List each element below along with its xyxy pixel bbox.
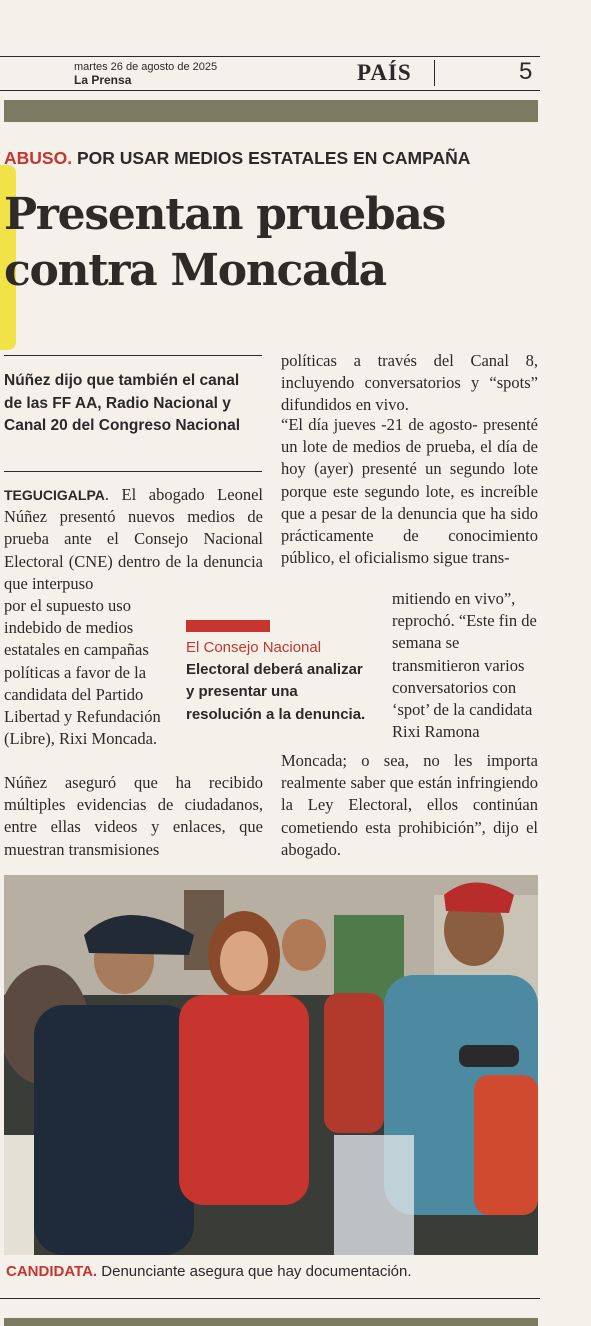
header-rule — [0, 90, 540, 91]
masthead-divider — [434, 60, 435, 86]
body-col1-para1-text: . El abogado Leonel Núñez presentó nuevos medios de prueba ante el Consejo Nacional Electoral (CNE) dentro de la denuncia que interpuso — [4, 485, 263, 593]
page-number: 5 — [519, 58, 533, 85]
body-col2-para2-cont: mitiendo en vivo”, reprochó. “Este fin de semana se transmitieron varios conversatorios con ‘spot’ de la candidata Rixi Ramona — [392, 589, 537, 742]
section-name: PAÍS — [357, 60, 412, 85]
pullquote-bar — [186, 620, 270, 632]
section-band — [4, 100, 538, 122]
headline-line-1: Presentan pruebas — [4, 189, 446, 240]
dateline: TEGUCIGALPA — [4, 487, 105, 503]
headline — [4, 187, 539, 299]
body-col2-para2-end: Moncada; o sea, no les importa realmente saber que están infringiendo la Ley Electoral, ellos continúan cometiendo esta prohibición”, dijo el abogado. — [281, 751, 538, 859]
body-col1-para1-cont: por el supuesto uso indebido de medios estatales en campañas políticas a favor de la candidata del Partido Libertad y Refundación (Libre), Rixi Moncada. — [4, 596, 161, 749]
headline-line-2: contra Moncada — [4, 245, 386, 296]
body-col2-para1: políticas a través del Canal 8, incluyendo conversatorios y “spots” difundidos en vivo. — [281, 351, 538, 415]
pullquote-text: Electoral deberá analizar y presentar una resolución a la denuncia. — [186, 661, 366, 723]
masthead-date: martes 26 de agosto de 2025 — [74, 61, 218, 73]
caption-label: CANDIDATA. — [6, 1263, 98, 1280]
pullquote-red: El Consejo Nacional — [186, 639, 322, 656]
kicker-text: POR USAR MEDIOS ESTATALES EN CAMPAÑA — [76, 148, 471, 168]
summary-deck: Núñez dijo que también el canal de las FF AA, Radio Nacional y Canal 20 del Congreso Nacional — [4, 372, 241, 434]
photo-caption — [6, 1262, 412, 1282]
caption-text: Denunciante asegura que hay documentación. — [101, 1263, 412, 1280]
top-rule — [0, 56, 540, 57]
kicker — [4, 146, 470, 170]
bottom-band — [4, 1318, 538, 1326]
summary-bottom-rule — [4, 471, 262, 472]
summary-top-rule — [4, 355, 262, 356]
body-col1-para1 — [4, 484, 263, 595]
body-col2-para2: “El día jueves -21 de agosto- presenté un lote de medios de prueba, el día de hoy (ayer) presenté un segundo lote porque este segundo lote, es increíble que a pesar de la denuncia que ha sido prácticamente de conocimiento público, el oficialismo sigue trans- — [281, 415, 538, 568]
kicker-label: ABUSO. — [4, 148, 73, 168]
news-photo — [4, 875, 538, 1255]
pullquote — [186, 637, 368, 726]
body-col1-para2: Núñez aseguró que ha recibido múltiples evidencias de ciudadanos, entre ellas videos y enlaces, que muestran transmisiones — [4, 773, 263, 859]
bottom-rule — [0, 1298, 540, 1299]
masthead-paper-name: La Prensa — [74, 73, 132, 87]
